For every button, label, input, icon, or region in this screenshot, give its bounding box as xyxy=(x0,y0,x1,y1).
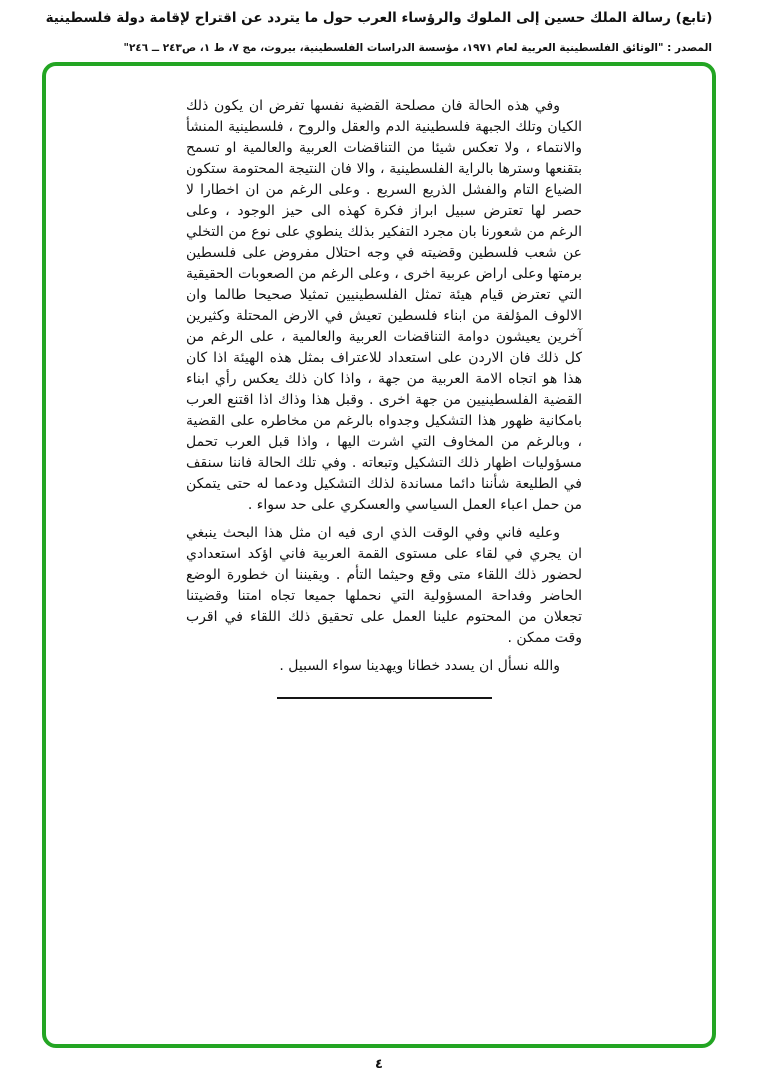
document-source-citation: المصدر : "الوثائق الفلسطينية العربية لعام ١٩٧١، مؤسسة الدراسات الفلسطينية، بيروت، مج ٧، ط ١، ص٢٤٣ ــ ٢٤٦" xyxy=(123,42,712,54)
body-paragraph-1: وفي هذه الحالة فان مصلحة القضية نفسها تفرض ان يكون ذلك الكيان وتلك الجبهة فلسطينية الدم والعقل والروح ، فلسطينية المنشأ والانتماء ، ولا تعكس شيئا من التناقضات العربية والعالمية او تسمح بتقنعها وسترها بالراية الفلسطينية ، والا فان النتيجة المحتومة ستكون الضياع التام والفشل الذريع السريع . وعلى الرغم من ان اخطارا لا حصر لها تعترض سبيل ابراز فكرة كهذه الى حيز الوجود ، وعلى الرغم من شعورنا بان مجرد التفكير بذلك ينطوي على نوع من التخلي عن شعب فلسطين وقضيته في وجه احتلال مفروض على فلسطين برمتها وعلى اراض عربية اخرى ، وعلى الرغم من الصعوبات الحقيقية التي تعترض قيام هيئة تمثل الفلسطينيين تمثيلا صحيحا طالما وان الالوف المؤلفة من ابناء فلسطين تعيش في الارض المحتلة وكثيرين آخرين يعيشون دوامة التناقضات العربية والعالمية ، على الرغم من كل ذلك فان الاردن على استعداد للاعتراف بمثل هذه الهيئة اذا كان هذا هو اتجاه الامة العربية من جهة ، واذا كان ذلك يعكس رأي ابناء القضية الفلسطينيين من جهة اخرى . وقبل هذا وذاك اذا اقتنع العرب بامكانية ظهور هذا التشكيل وجدواه بالرغم من مخاطره على القضية ، وبالرغم من المخاوف التي اشرت اليها ، واذا قبل العرب تحمل مسؤوليات اظهار ذلك التشكيل وتبعاته . وفي تلك الحالة فاننا سنقف في الطليعة شأننا دائما مساندة لذلك التشكيل ودعما له حتى يتمكن من حمل اعباء العمل السياسي والعسكري على حد سواء . xyxy=(186,98,582,513)
body-paragraph-2: وعليه فاني وفي الوقت الذي ارى فيه ان مثل هذا البحث ينبغي ان يجري في لقاء على مستوى القمة العربية فاني اؤكد استعدادي لحضور ذلك اللقاء متى وقع وحيثما التأم . ويقيننا ان خطورة الوضع الحاضر وفداحة المسؤولية التي نحملها جميعا تجاه امتنا وقضيتنا تجعلان من المحتوم علينا العمل على تحقيق ذلك اللقاء في اقرب وقت ممكن . xyxy=(186,525,582,646)
green-border-frame xyxy=(42,62,716,1048)
document-title: (تابع) رسالة الملك حسين إلى الملوك والرؤساء العرب حول ما يتردد عن اقتراح لإقامة دولة فلسطينية xyxy=(45,10,713,26)
document-body xyxy=(186,96,582,699)
section-divider xyxy=(277,697,492,699)
body-paragraph-3: والله نسأل ان يسدد خطانا ويهدينا سواء السبيل . xyxy=(279,658,560,674)
document-header xyxy=(0,0,758,56)
page-number: ٤ xyxy=(375,1057,383,1072)
